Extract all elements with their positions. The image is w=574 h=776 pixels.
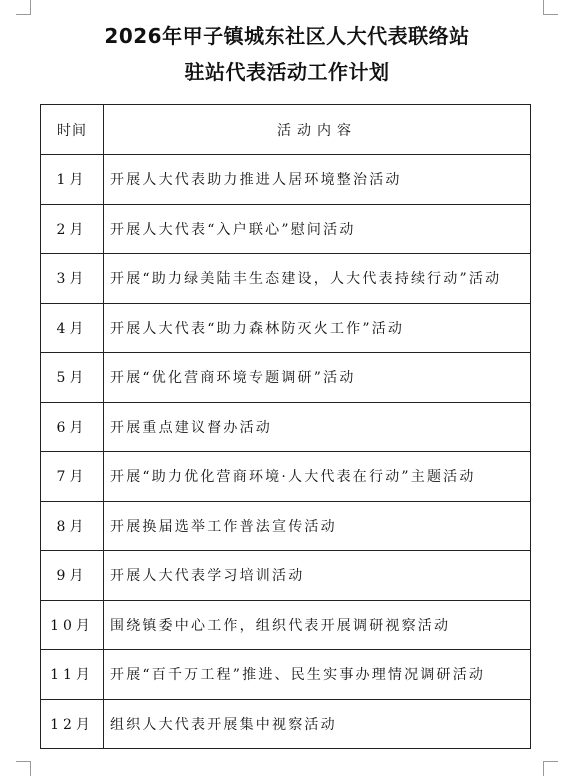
month-cell: 1月 [41,155,104,205]
activity-cell: 组织人大代表开展集中视察活动 [104,699,531,749]
table-row [41,699,531,749]
month-cell: 11月 [41,650,104,700]
table-row [41,600,531,650]
activity-cell: 开展“助力优化营商环境·人大代表在行动”主题活动 [104,452,531,502]
month-cell: 5月 [41,353,104,403]
table-row [41,402,531,452]
table-row [41,551,531,601]
table-row [41,650,531,700]
activity-cell: 开展重点建议督办活动 [104,402,531,452]
activity-cell: 开展“优化营商环境专题调研”活动 [104,353,531,403]
table-row [41,155,531,205]
month-cell: 10月 [41,600,104,650]
table-body [41,155,531,749]
activity-cell: 开展人大代表“助力森林防灭火工作”活动 [104,303,531,353]
table-row [41,353,531,403]
activity-cell: 开展“百千万工程”推进、民生实事办理情况调研活动 [104,650,531,700]
page-corner-mark-bottom-right [543,761,558,776]
header-content: 活动内容 [104,105,531,155]
table-row [41,452,531,502]
table-row [41,204,531,254]
activity-cell: 开展人大代表“入户联心”慰问活动 [104,204,531,254]
month-cell: 2月 [41,204,104,254]
month-cell: 3月 [41,254,104,304]
document-title-line-2: 驻站代表活动工作计划 [184,60,390,84]
activity-cell: 开展“助力绿美陆丰生态建设，人大代表持续行动”活动 [104,254,531,304]
table-row [41,303,531,353]
page-corner-mark-top-left [16,0,31,15]
activity-cell: 围绕镇委中心工作，组织代表开展调研视察活动 [104,600,531,650]
activity-plan-table [40,104,531,749]
page-corner-mark-bottom-left [16,761,31,776]
month-cell: 4月 [41,303,104,353]
activity-cell: 开展换届选举工作普法宣传活动 [104,501,531,551]
month-cell: 6月 [41,402,104,452]
activity-cell: 开展人大代表学习培训活动 [104,551,531,601]
month-cell: 7月 [41,452,104,502]
header-time: 时间 [41,105,104,155]
table-header-row [41,105,531,155]
page-corner-mark-top-right [543,0,558,15]
activity-cell: 开展人大代表助力推进人居环境整治活动 [104,155,531,205]
month-cell: 8月 [41,501,104,551]
month-cell: 12月 [41,699,104,749]
month-cell: 9月 [41,551,104,601]
table-row [41,501,531,551]
document-title-line-1: 2026年甲子镇城东社区人大代表联络站 [104,24,470,48]
table-row [41,254,531,304]
